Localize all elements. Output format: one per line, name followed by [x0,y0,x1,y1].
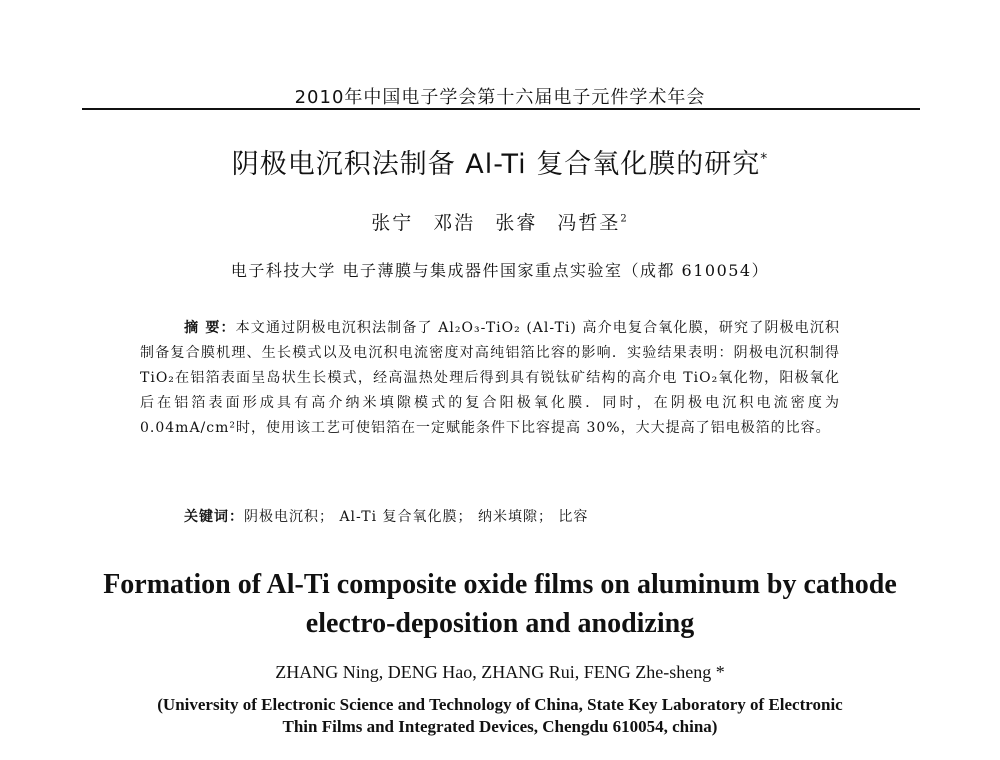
english-title [0,565,1000,643]
english-affiliation-line-2: Thin Films and Integrated Devices, Chengdu 610054, china) [282,717,718,736]
chinese-affiliation: 电子科技大学 电子薄膜与集成器件国家重点实验室（成都 610054） [230,261,770,280]
header-rule [82,108,920,110]
chinese-keywords [184,506,588,526]
chinese-title [0,142,1000,181]
english-authors: ZHANG Ning, DENG Hao, ZHANG Rui, FENG Zhe-sheng * [275,662,725,682]
keywords-text: 阴极电沉积； Al-Ti 复合氧化膜； 纳米填隙； 比容 [244,509,589,525]
chinese-authors [0,208,1000,235]
english-title-line-2: electro-deposition and anodizing [305,608,695,639]
chinese-authors-text: 张宁 邓浩 张睿 冯哲圣 [371,212,621,234]
english-affiliation [0,694,1000,738]
abstract-text: 本文通过阴极电沉积法制备了 Al₂O₃-TiO₂ (Al-Ti) 高介电复合氧化膜，研究了阴极电沉积制备复合膜机理、生长模式以及电沉积电流密度对高纯铝箔比容的影响．实验结果表明：阴极电沉积制得 TiO₂在铝箔表面呈岛状生长模式，经高温热处理后得到具有锐钛矿结构的高介电 TiO₂氧化物，阳极氧化后在铝箔表面形成具有高介纳米填隙模式的复合阳极氧化膜．同时，在阴极电沉积电流密度为 0.04mA/cm²时，使用该工艺可使铝箔在一定赋能条件下比容提高 30%，大大提高了铝电极箔的比容。 [140,320,840,436]
chinese-abstract [140,316,840,441]
title-footnote-mark: * [760,151,769,167]
keywords-label: 关键词： [184,509,244,525]
abstract-label: 摘 要： [184,320,236,336]
english-title-line-1: Formation of Al-Ti composite oxide films on aluminum by cathode [103,569,897,600]
english-affiliation-line-1: (University of Electronic Science and Technology of China, State Key Laboratory of Electronic [157,695,843,714]
conference-header: 2010年中国电子学会第十六届电子元件学术年会 [294,87,706,108]
chinese-title-text: 阴极电沉积法制备 Al-Ti 复合氧化膜的研究 [231,149,761,180]
author-footnote-mark: 2 [620,213,629,225]
